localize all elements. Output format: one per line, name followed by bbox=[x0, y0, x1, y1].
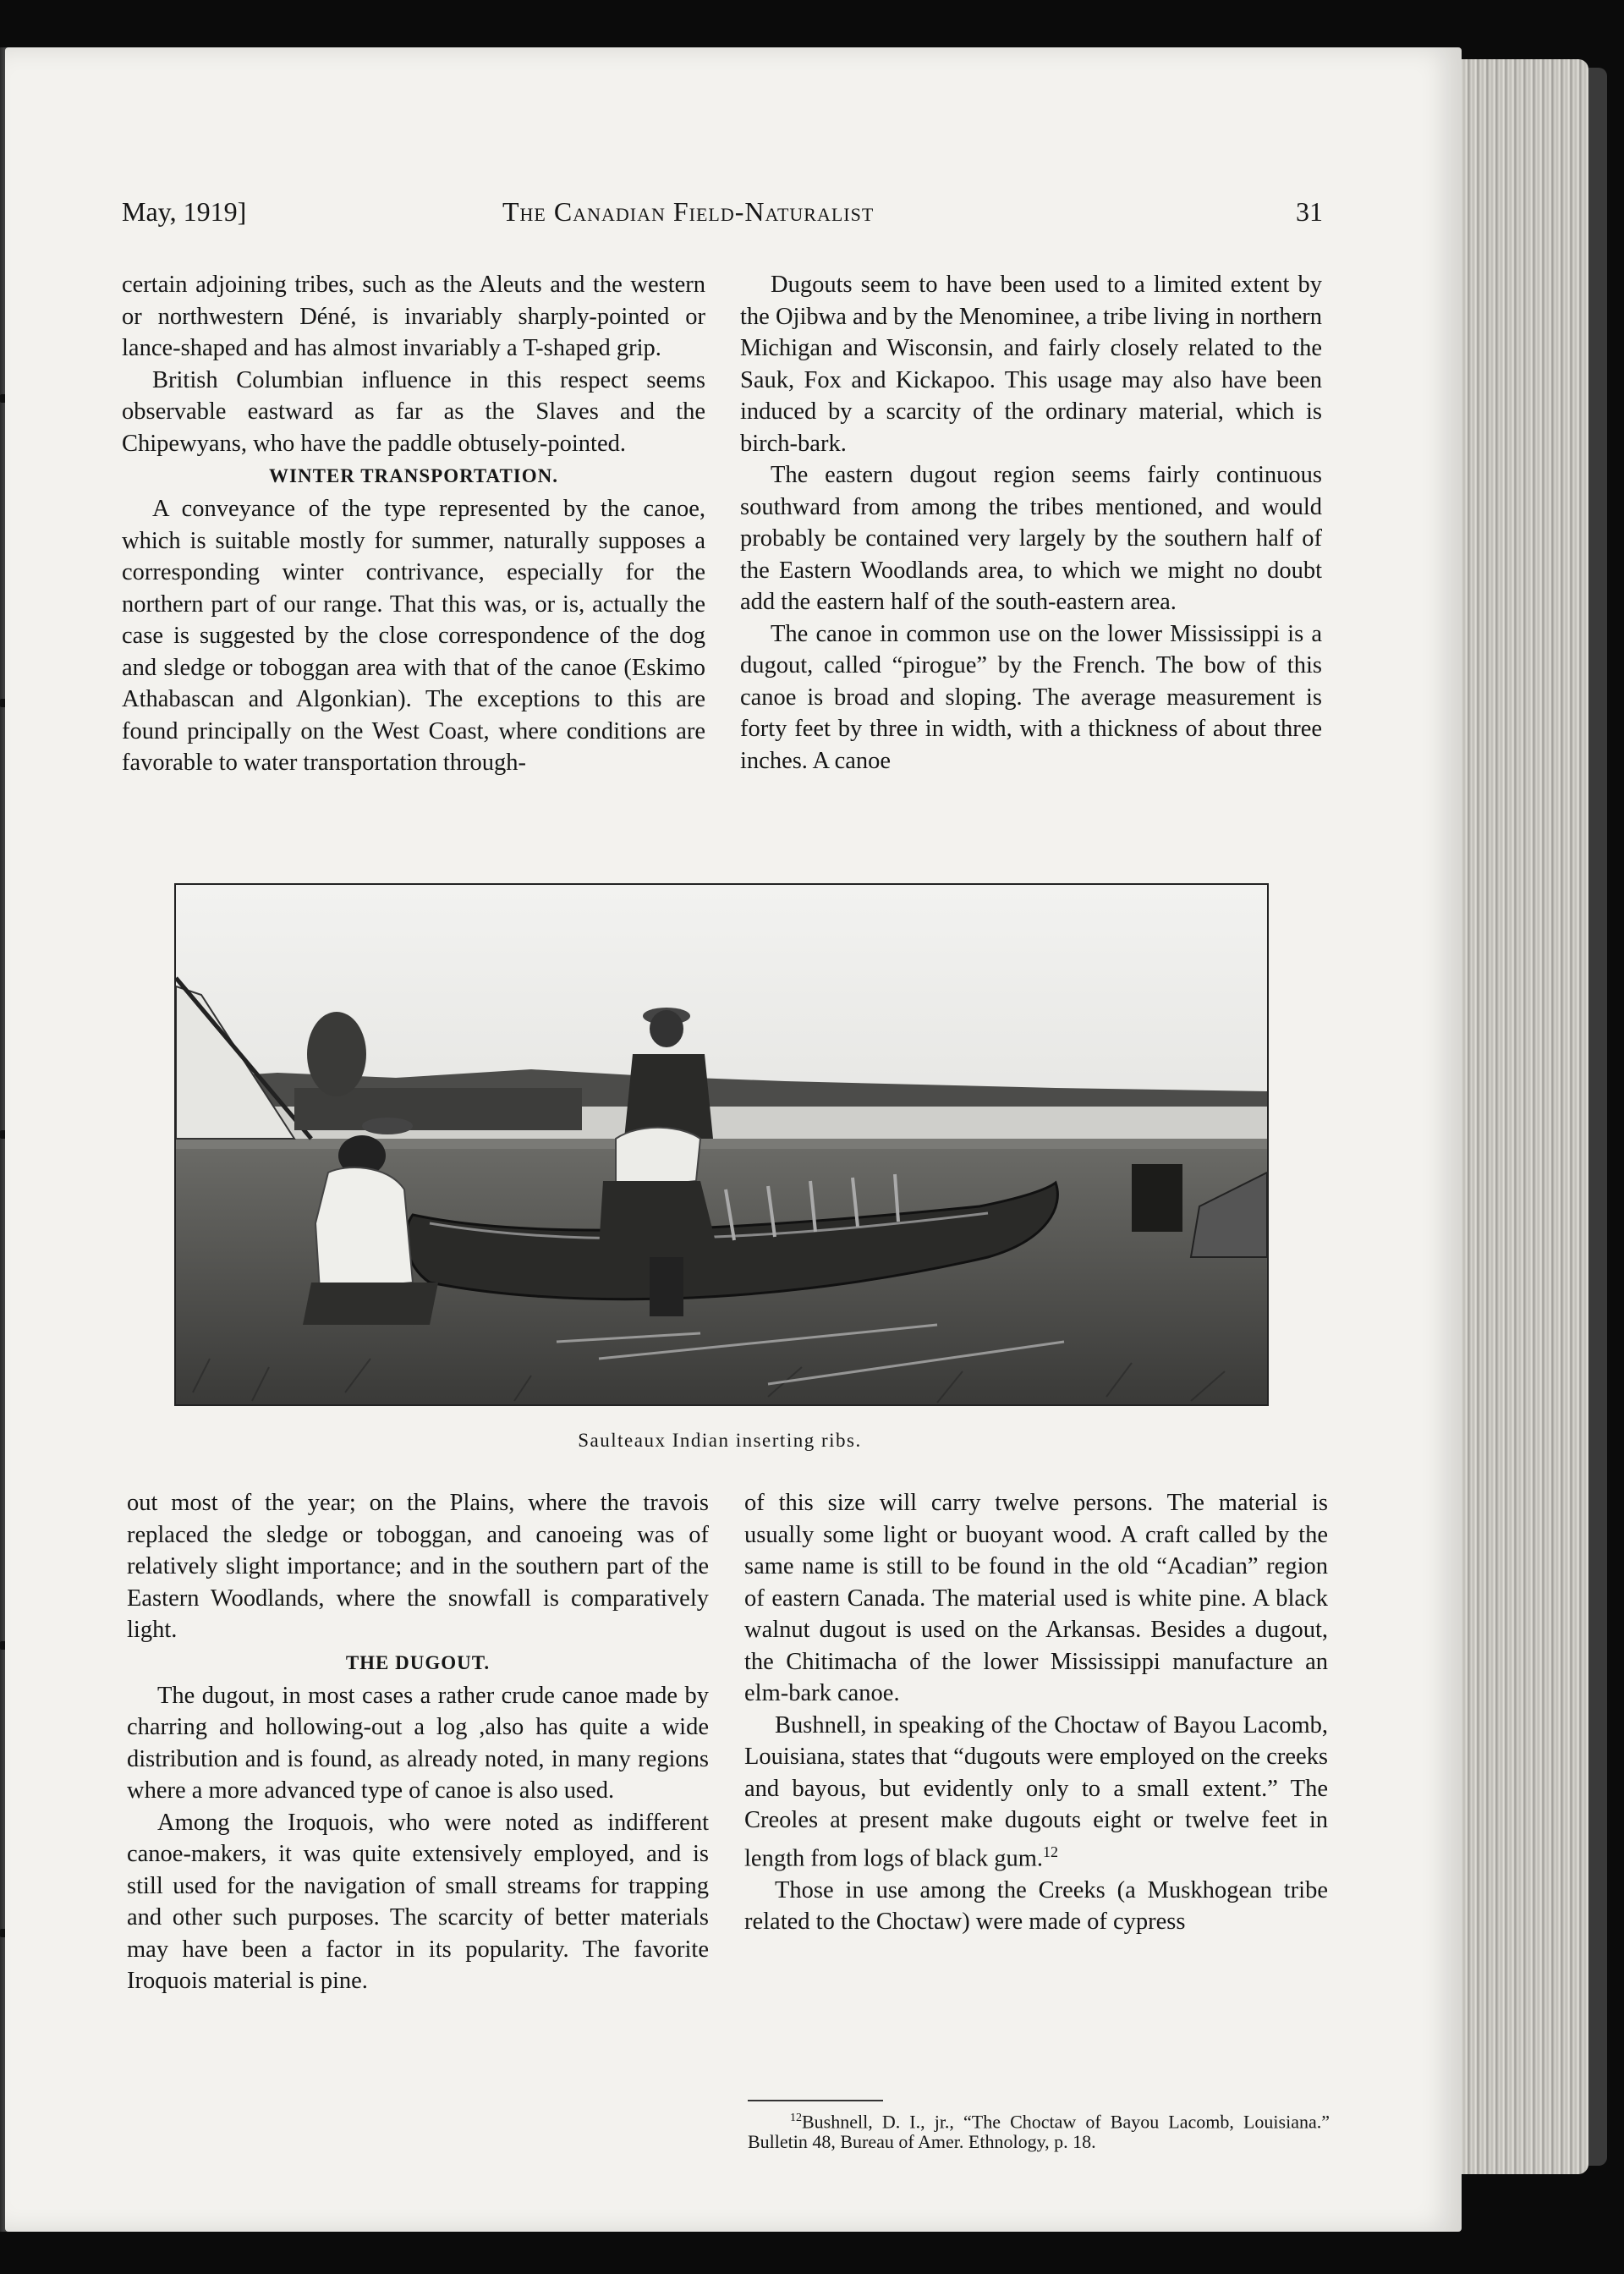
journal-title: The Canadian Field-Naturalist bbox=[502, 196, 875, 227]
section-heading: THE DUGOUT. bbox=[345, 1651, 491, 1673]
paragraph: Among the Iroquois, who were noted as indifferent canoe-makers, it was quite extensively employed, and is still used for the navigation of small streams for trapping and other such purposes. The scarcity of better materials may have been a factor in its popularity. The favorite Iroquois material is pine. bbox=[127, 1809, 709, 1994]
column-top-left bbox=[122, 269, 705, 779]
footnote-rule bbox=[748, 2100, 883, 2101]
paragraph: A conveyance of the type represented by the canoe, which is suitable mostly for summer, naturally supposes a corresponding winter contrivance, especially for the northern part of our range. That this was, or is, actually the case is suggested by the close correspondence of the dog and sledge or toboggan area with that of the canoe (Eskimo Athabascan and Algonkian). The exceptions to this are found principally on the West Coast, where conditions are favorable to water transportation through- bbox=[122, 496, 705, 776]
column-bottom-right bbox=[744, 1487, 1328, 1938]
paragraph: out most of the year; on the Plains, where the travois replaced the sledge or toboggan, and canoeing was of relatively slight importance; and in the southern part of the Eastern Woodlands, where the snowfall is comparatively light. bbox=[127, 1490, 709, 1643]
paragraph-text: Bushnell, in speaking of the Choctaw of Bayou Lacomb, Louisiana, states that “dugouts were employed on the creeks and bayous, but evidently only to a small extent.” The Creoles at present make dugouts eight or twelve feet in length from logs of black gum. bbox=[744, 1711, 1328, 1871]
paragraph: of this size will carry twelve persons. The material is usually some light or buoyant wood. A craft called by the same name is still to be found in the old “Acadian” region of eastern Canada. The material used is white pine. A black walnut dugout is used on the Arkansas. Besides a dugout, the Chitimacha of the lower Mississippi manufacture an elm-bark canoe. bbox=[744, 1490, 1328, 1706]
paragraph: certain adjoining tribes, such as the Aleuts and the western or northwestern Déné, is invariably sharply-pointed or lance-shaped and has almost invariably a T-shaped grip. bbox=[122, 272, 705, 361]
paragraph: Those in use among the Creeks (a Muskhogean tribe related to the Choctaw) were made of cypress bbox=[744, 1876, 1328, 1935]
paragraph: British Columbian influence in this respect seems observable eastward as far as the Slaves and the Chipewyans, who have the paddle obtusely-pointed. bbox=[122, 366, 705, 457]
paragraph bbox=[744, 1710, 1328, 1875]
page-edges bbox=[1462, 59, 1588, 2174]
figure-caption: Saulteaux Indian inserting ribs. bbox=[578, 1430, 862, 1451]
footnote-text: Bushnell, D. I., jr., “The Choctaw of Bayou Lacomb, Louisiana.” Bulletin 48, Bureau of Amer. Ethnology, p. 18. bbox=[748, 2111, 1330, 2153]
paragraph: The canoe in common use on the lower Mississippi is a dugout, called “pirogue” by the French. The bow of this canoe is broad and sloping. The average measurement is forty feet by three in width, with a thickness of about three inches. A canoe bbox=[740, 620, 1322, 774]
footnote bbox=[748, 2108, 1330, 2152]
book-cover-edge bbox=[1588, 68, 1607, 2166]
footnote-number: 12 bbox=[790, 2112, 802, 2124]
paragraph: The dugout, in most cases a rather crude canoe made by charring and hollowing-out a log ,also has quite a wide distribution and is found, as already noted, in many regions where a more advanced type of canoe is also used. bbox=[127, 1682, 709, 1804]
photograph-canoe bbox=[174, 883, 1269, 1406]
section-heading: WINTER TRANSPORTATION. bbox=[269, 465, 558, 486]
page-number: 31 bbox=[1296, 196, 1323, 227]
paragraph: Dugouts seem to have been used to a limited extent by the Ojibwa and by the Menominee, a tribe living in northern Michigan and Wisconsin, and fairly closely related to the Sauk, Fox and Kickapoo. This usage may also have been induced by a scarcity of the ordinary material, which is birch-bark. bbox=[740, 272, 1322, 457]
column-top-right bbox=[740, 269, 1322, 777]
header-date: May, 1919] bbox=[122, 196, 247, 227]
running-header bbox=[122, 196, 1323, 230]
footnote-reference: 12 bbox=[1043, 1843, 1059, 1860]
paragraph: The eastern dugout region seems fairly continuous southward from among the tribes mentioned, and would probably be contained very largely by the southern half of the Eastern Woodlands area, to which we might no doubt add the eastern half of the south-eastern area. bbox=[740, 462, 1322, 615]
column-bottom-left bbox=[127, 1487, 709, 1997]
